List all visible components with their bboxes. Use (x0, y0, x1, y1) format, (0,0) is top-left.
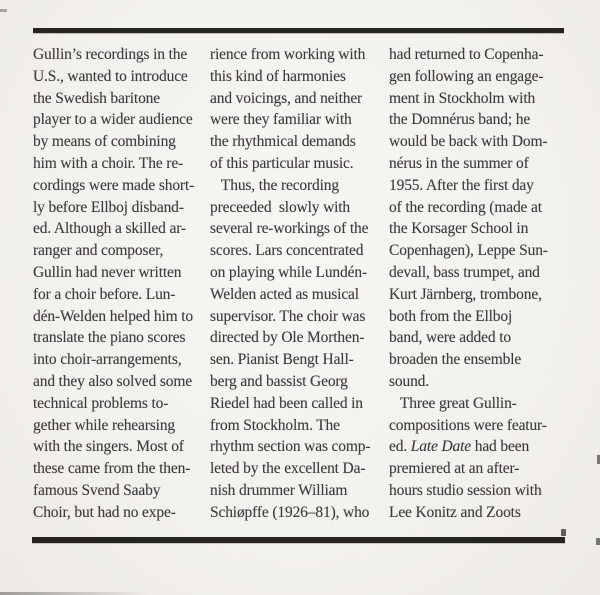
text-line: 1955. After the first day (389, 176, 534, 194)
text-line: the rhythmical demands (210, 133, 356, 151)
text-line: of the recording (made at (389, 198, 542, 216)
text-column-3 (389, 44, 561, 524)
text-line: gen following an engage- (389, 67, 544, 85)
text-line: Gullin’s recordings in the (33, 46, 188, 63)
text-line: hours studio session with (389, 481, 542, 499)
text-line: from Stockholm. The (210, 416, 340, 434)
text-line: with the singers. Most of (33, 438, 184, 456)
text-line: band, were added to (389, 329, 511, 347)
text-line: Choir, but had no expe- (33, 503, 176, 521)
text-line: into choir-arrangements, (33, 351, 182, 369)
scan-speck (596, 538, 600, 545)
text-line: scores. Lars concentrated (210, 242, 364, 260)
text-line: nérus in the summer of (389, 154, 529, 172)
text-line: the Domnérus band; he (389, 111, 531, 129)
text-line: and they also solved some (33, 372, 192, 390)
top-rule (33, 28, 564, 33)
text-line: these came from the then- (33, 460, 191, 478)
text-line: ment in Stockholm with (389, 89, 536, 107)
text-line: and voicings, and neither (210, 89, 363, 107)
text-line: this kind of harmonies (210, 67, 346, 85)
text-line: leted by the excellent Da- (210, 460, 366, 478)
text-line: of this particular music. (210, 154, 354, 172)
text-line: directed by Ole Morthen- (210, 329, 365, 347)
text-line: would be back with Dom- (389, 133, 548, 151)
text-line: sen. Pianist Bengt Hall- (210, 351, 354, 369)
text-line: compositions were featur- (389, 416, 547, 434)
text-line: ed. Although a skilled ar- (33, 220, 186, 238)
text-line: premiered at an after- (389, 460, 520, 478)
text-line: Lee Konitz and Zoots (389, 503, 521, 521)
text-line: rhythm section was comp- (210, 438, 371, 456)
text-line: several re-workings of the (210, 220, 369, 238)
text-line: for a choir before. Lun- (33, 285, 176, 303)
text-line: broaden the ensemble (389, 351, 522, 369)
text-line: Schiøpffe (1926–81), who (210, 503, 370, 521)
text-line: Kurt Järnberg, trombone, (389, 285, 542, 303)
text-line: ly before Ellboj disband- (33, 198, 184, 216)
text-column-1 (33, 44, 205, 524)
text-line: Gullin had never written (33, 263, 182, 281)
text-line: famous Svend Saaby (33, 481, 161, 499)
text-line: ranger and composer, (33, 242, 164, 260)
text-line: rience from working with (210, 46, 366, 63)
text-line: by means of combining (33, 133, 176, 151)
text-line: U.S., wanted to introduce (33, 67, 188, 85)
text-line: cordings were made short- (33, 176, 195, 194)
text-segment: had been (471, 438, 530, 456)
scan-speck (561, 529, 566, 536)
text-line: him with a choir. The re- (33, 154, 184, 172)
text-line: gether while rehearsing (33, 416, 176, 434)
text-line: both from the Ellboj (389, 307, 513, 325)
text-column-2 (210, 44, 382, 524)
text-line: had returned to Copenha- (389, 46, 544, 63)
text-line: the Korsager School in (389, 220, 529, 238)
text-line: supervisor. The choir was (210, 307, 366, 325)
text-line: Three great Gullin- (389, 394, 517, 412)
text-line: translate the piano scores (33, 329, 186, 347)
scan-speck (0, 9, 7, 12)
text-line (389, 436, 561, 458)
text-line: dén-Welden helped him to (33, 307, 194, 325)
text-line: technical problems to- (33, 394, 169, 412)
text-line: player to a wider audience (33, 111, 193, 129)
text-line: devall, bass trumpet, and (389, 263, 540, 281)
text-line: on playing while Lundén- (210, 263, 367, 281)
text-line: the Swedish baritone (33, 89, 161, 107)
text-line: Welden acted as musical (210, 285, 359, 303)
text-line: were they familiar with (210, 111, 352, 129)
italic-title-text: Late Date (410, 438, 471, 456)
text-line: Riedel had been called in (210, 394, 363, 412)
text-line: berg and bassist Georg (210, 372, 348, 390)
bottom-rule (32, 537, 565, 543)
text-line: Thus, the recording (210, 176, 339, 194)
text-line: preceeded slowly with (210, 198, 351, 216)
text-segment: ed. (389, 438, 411, 456)
text-line: Copenhagen), Leppe Sun- (389, 242, 548, 260)
text-line: sound. (389, 372, 430, 390)
text-line: nish drummer William (210, 481, 348, 499)
